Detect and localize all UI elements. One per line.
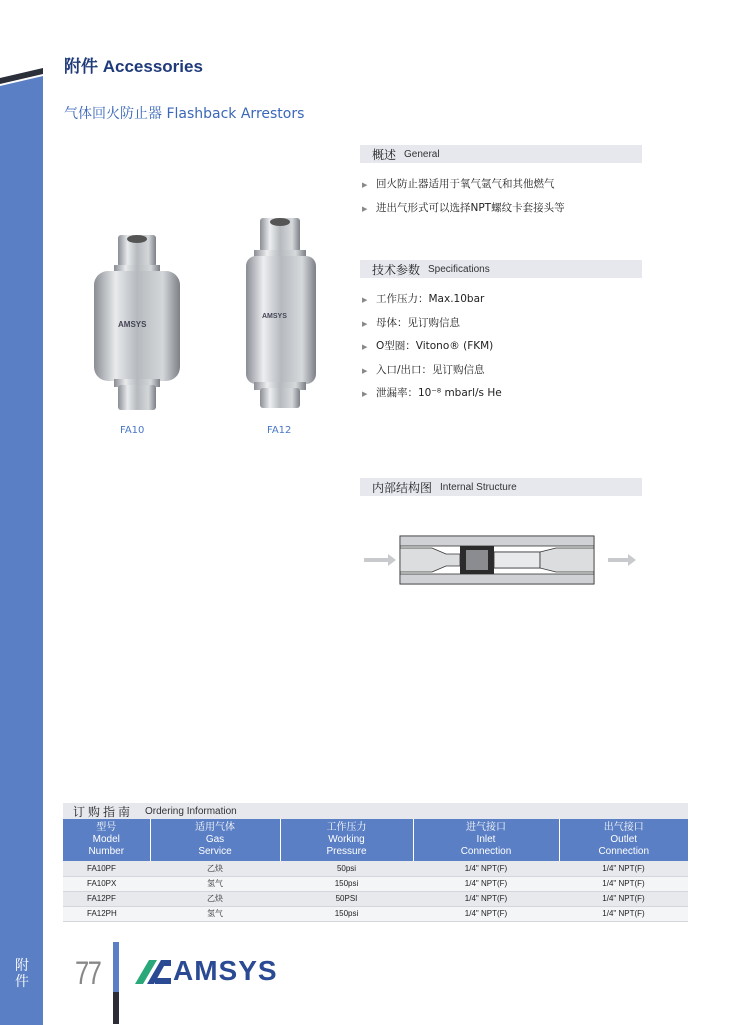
cell-gas: 乙炔 <box>150 891 280 906</box>
side-band-corner <box>0 0 43 120</box>
amsys-logo <box>133 955 278 987</box>
cell-pressure: 50psi <box>280 861 413 876</box>
cell-pressure: 50PSI <box>280 891 413 906</box>
list-item: ▶ 工作压力：Max.10bar <box>362 292 502 316</box>
column-header-en: Inlet <box>476 834 496 845</box>
internal-structure-diagram <box>360 530 640 598</box>
section-title-zh: 技术参数 <box>372 262 421 277</box>
cell-outlet: 1/4" NPT(F) <box>559 861 688 876</box>
column-header-en: Connection <box>598 846 650 857</box>
column-header-en: Gas <box>205 834 225 845</box>
cell-inlet: 1/4" NPT(F) <box>413 891 559 906</box>
product-label-fa12: FA12 <box>267 425 292 436</box>
column-header-zh: 适用气体 <box>195 822 235 833</box>
cell-model: FA10PF <box>63 861 150 876</box>
column-header-en: Service <box>198 846 232 857</box>
column-header-en: Number <box>88 846 125 857</box>
cell-pressure: 150psi <box>280 906 413 921</box>
amsys-logo-icon <box>133 956 173 986</box>
section-general-header <box>360 145 642 163</box>
product-image-fa12 <box>244 218 324 414</box>
section-title-en: Internal Structure <box>440 481 517 493</box>
product-image-fa10 <box>88 235 188 419</box>
column-header-zh: 进气接口 <box>466 822 506 833</box>
section-title-en: General <box>404 148 440 160</box>
cell-model: FA12PF <box>63 891 150 906</box>
footer-divider <box>113 942 119 1024</box>
column-header-en: Connection <box>460 846 512 857</box>
list-item: ▶ 进出气形式可以选择NPT螺纹卡套接头等 <box>362 201 565 225</box>
section-title-zh: 内部结构图 <box>372 480 433 495</box>
cell-outlet: 1/4" NPT(F) <box>559 906 688 921</box>
table-row <box>63 876 688 891</box>
list-item: ▶ 入口/出口：见订购信息 <box>362 363 502 387</box>
cell-outlet: 1/4" NPT(F) <box>559 876 688 891</box>
cell-gas: 乙炔 <box>150 861 280 876</box>
page-title: 附件 Accessories <box>64 57 203 76</box>
section-structure-header <box>360 478 642 496</box>
table-row <box>63 891 688 906</box>
cell-gas: 氢气 <box>150 906 280 921</box>
specifications-list <box>362 292 502 410</box>
section-specifications-header <box>360 260 642 278</box>
table-header-row <box>63 819 688 861</box>
logo-text: AMSYS <box>173 955 278 986</box>
column-header-zh: 工作压力 <box>326 822 367 833</box>
list-item: ▶ 泄漏率：10⁻⁸ mbarl/s He <box>362 386 502 410</box>
product-label-fa10: FA10 <box>120 425 145 436</box>
column-header-zh: 型号 <box>96 822 117 833</box>
column-header-en: Pressure <box>326 846 367 857</box>
product-marking: AMSYS <box>262 313 287 320</box>
ordering-table <box>63 819 688 922</box>
page-subtitle: 气体回火防止器 Flashback Arrestors <box>64 106 305 122</box>
section-title-en: Specifications <box>428 263 490 275</box>
ordering-information-header <box>63 803 688 819</box>
product-marking: AMSYS <box>118 320 147 329</box>
column-header-pressure <box>280 819 413 861</box>
side-band <box>0 0 43 1025</box>
cell-inlet: 1/4" NPT(F) <box>413 861 559 876</box>
section-title-zh: 概述 <box>372 147 397 162</box>
list-item: ▶ O型圈：Vitono® (FKM) <box>362 339 502 363</box>
page-number: 77 <box>75 955 101 991</box>
list-item: ▶ 回火防止器适用于氧气氩气和其他燃气 <box>362 177 565 201</box>
table-row <box>63 906 688 921</box>
section-title-zh: 订购指南 <box>73 804 134 819</box>
inlet-arrow-icon <box>364 554 396 566</box>
cell-model: FA12PH <box>63 906 150 921</box>
column-header-model <box>63 819 150 861</box>
side-band-fill <box>0 108 43 1025</box>
column-header-gas <box>150 819 280 861</box>
column-header-en: Outlet <box>610 834 638 845</box>
column-header-zh: 出气接口 <box>603 822 644 833</box>
general-list <box>362 177 565 224</box>
outlet-arrow-icon <box>608 554 636 566</box>
side-section-label: 附件 <box>15 958 29 990</box>
list-item: ▶ 母体：见订购信息 <box>362 316 502 340</box>
column-header-en: Working <box>328 834 365 845</box>
column-header-inlet <box>413 819 559 861</box>
cell-inlet: 1/4" NPT(F) <box>413 876 559 891</box>
section-title-en: Ordering Information <box>145 805 237 817</box>
cell-model: FA10PX <box>63 876 150 891</box>
cell-gas: 氢气 <box>150 876 280 891</box>
cell-inlet: 1/4" NPT(F) <box>413 906 559 921</box>
column-header-outlet <box>559 819 688 861</box>
column-header-en: Model <box>92 834 120 845</box>
cell-pressure: 150psi <box>280 876 413 891</box>
cell-outlet: 1/4" NPT(F) <box>559 891 688 906</box>
table-row <box>63 861 688 876</box>
